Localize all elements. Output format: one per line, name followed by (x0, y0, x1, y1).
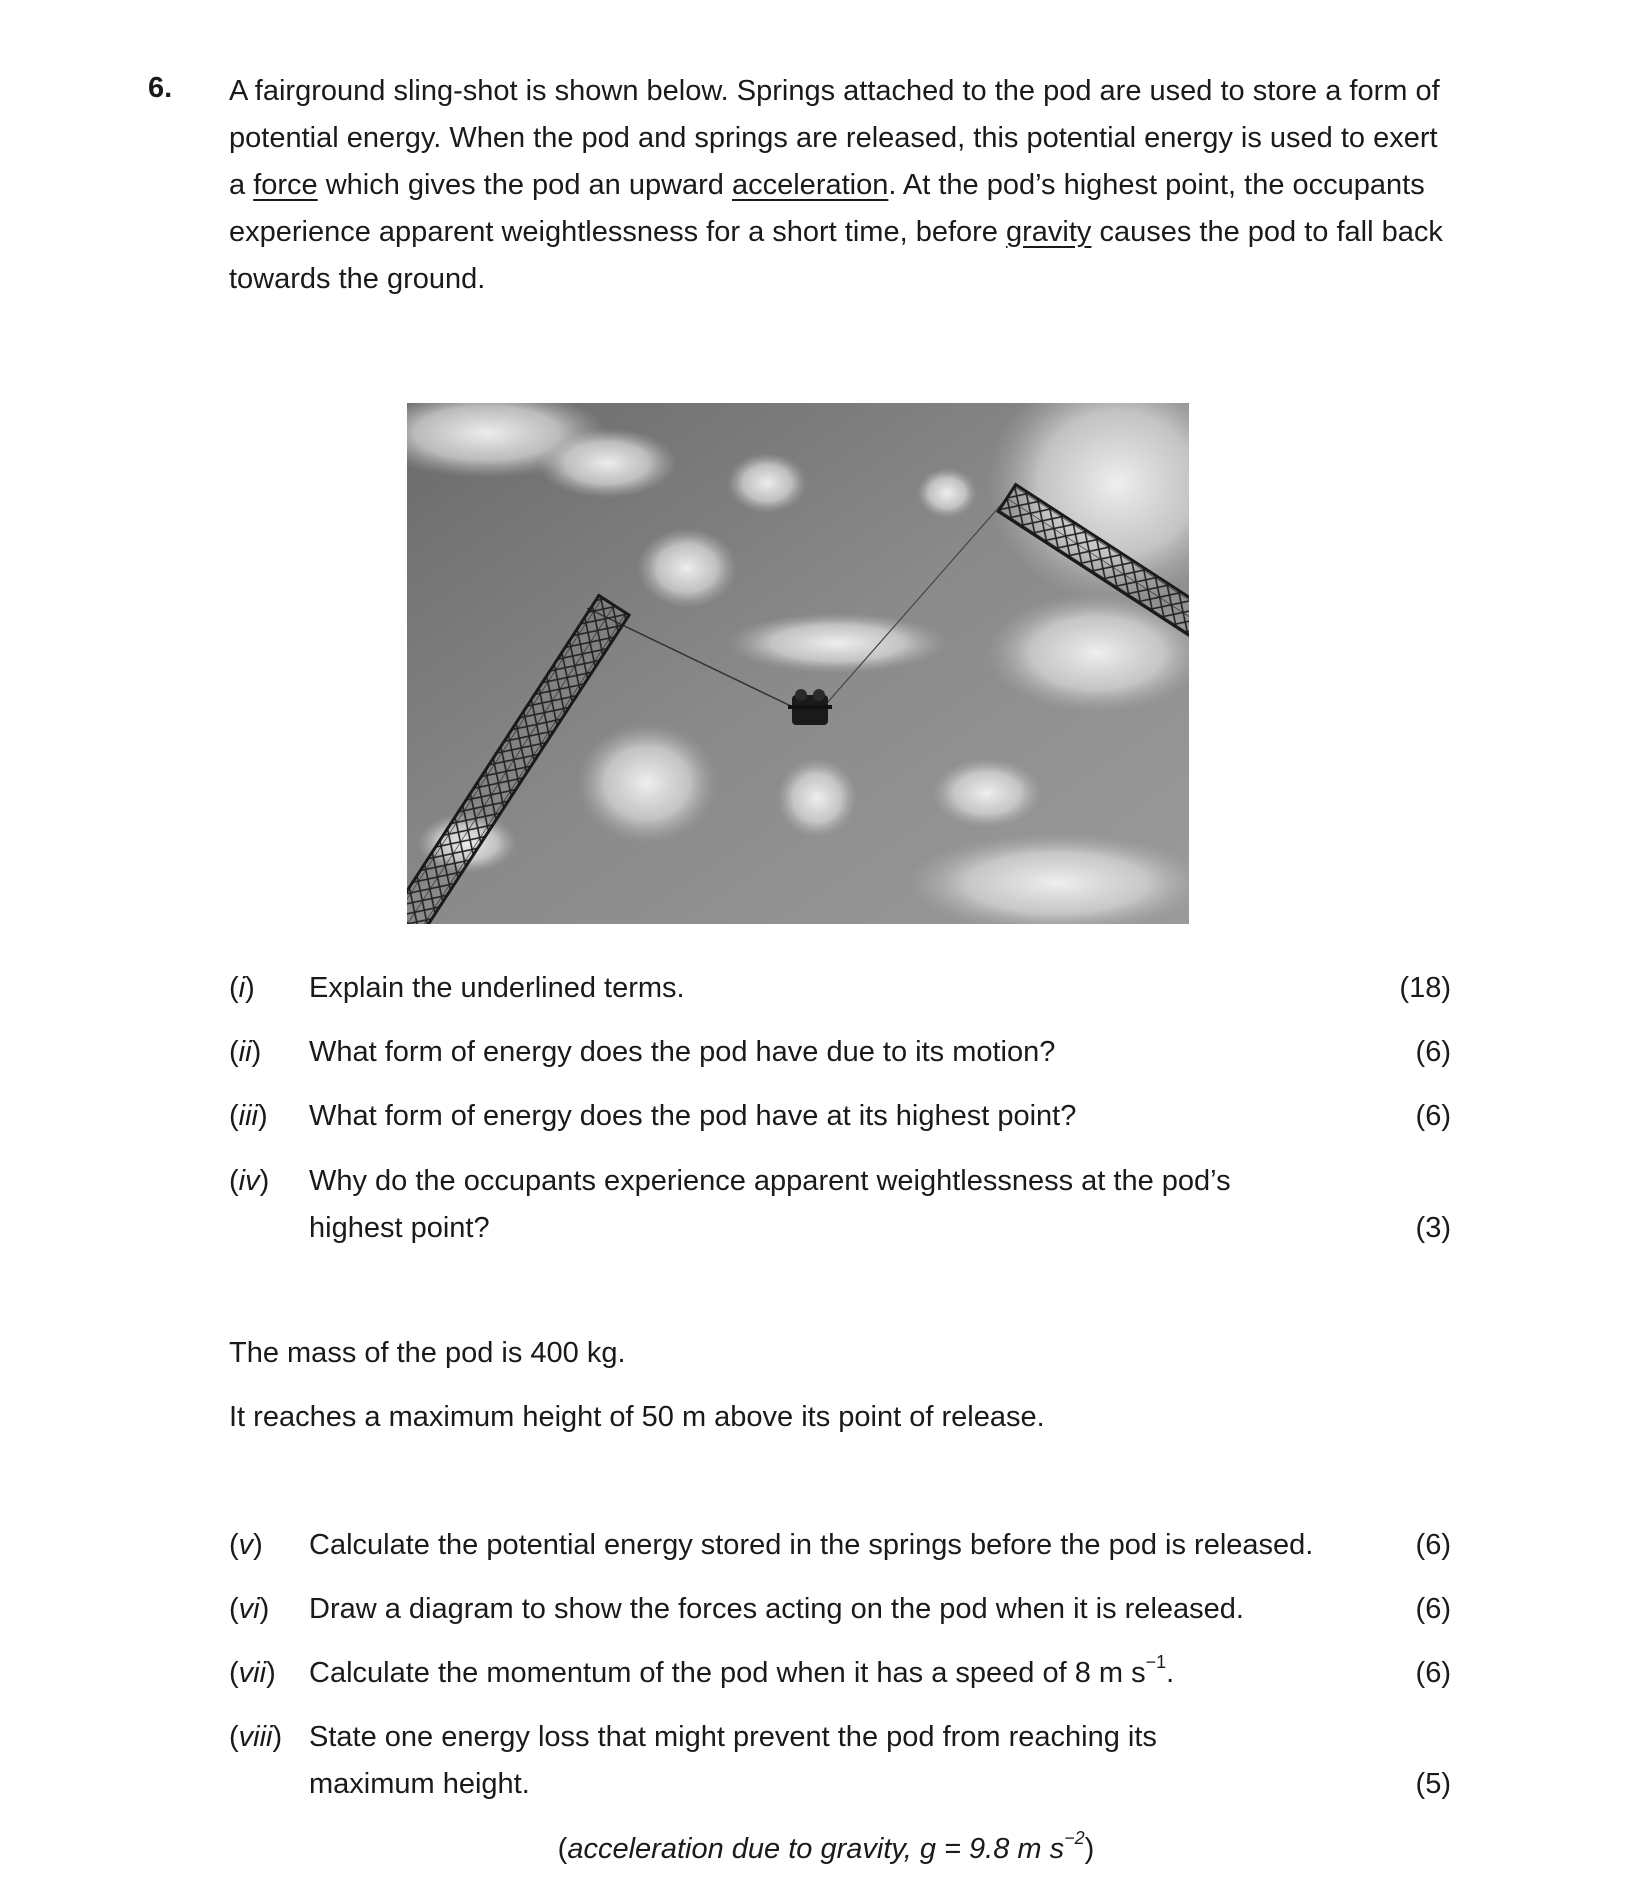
part-text: State one energy loss that might prevent the pod from reaching its maximum height. (309, 1721, 1157, 1800)
underlined-term-acceleration: acceleration (731, 169, 889, 201)
part-label: (vii) (229, 1657, 276, 1689)
part-marks: (6) (1415, 1036, 1451, 1068)
intro-text-3: . At the pod’s highest point, the occupants experience apparent weightlessness for a short time, before (229, 169, 1425, 248)
part-marks: (6) (1415, 1593, 1451, 1625)
part-label: (iii) (229, 1100, 268, 1132)
part-text: What form of energy does the pod have due to its motion? (309, 1036, 1056, 1068)
part-marks: (6) (1415, 1529, 1451, 1561)
intro-text-1: A fairground sling-shot is shown below. Springs attached to the pod are used to store a form of potential energy. When the pod and springs are released, this potential energy is used to exert a (229, 75, 1440, 201)
part-marks: (18) (1399, 972, 1451, 1004)
intro-text-2: which gives the pod an upward (317, 169, 732, 201)
part-marks: (6) (1415, 1100, 1451, 1132)
question-intro (229, 68, 1459, 303)
part-text: What form of energy does the pod have at its highest point? (309, 1100, 1077, 1132)
part-text: Explain the underlined terms. (309, 972, 685, 1004)
question-number: 6. (148, 72, 173, 104)
underlined-term-gravity: gravity (1005, 216, 1092, 248)
gravity-note: (acceleration due to gravity, g = 9.8 m $s^{-2}$) (557, 1828, 1095, 1865)
info-mass: The mass of the pod is 400 kg. (229, 1337, 626, 1369)
part-label: (i) (229, 972, 255, 1004)
part-iv (229, 1158, 1451, 1254)
slingshot-photo (407, 403, 1189, 924)
part-label: (viii) (229, 1721, 283, 1753)
part-text: Why do the occupants experience apparent weightlessness at the pod’s highest point? (309, 1165, 1231, 1244)
part-label: (ii) (229, 1036, 262, 1068)
part-marks: (5) (1415, 1768, 1451, 1800)
part-marks: (6) (1415, 1657, 1451, 1689)
part-label: (iv) (229, 1165, 270, 1197)
underlined-term-force: force (253, 169, 318, 201)
info-height: It reaches a maximum height of 50 m above its point of release. (229, 1401, 1045, 1433)
part-viii (229, 1714, 1451, 1810)
part-label: (v) (229, 1529, 263, 1561)
part-label: (vi) (229, 1593, 270, 1625)
part-text: Calculate the potential energy stored in the springs before the pod is released. (309, 1529, 1314, 1561)
intro-text-4: causes the pod to fall back towards the ground. (229, 216, 1443, 295)
part-marks: (3) (1415, 1212, 1451, 1244)
part-text: Draw a diagram to show the forces acting on the pod when it is released. (309, 1593, 1244, 1625)
part-text: Calculate the momentum of the pod when it has a speed of 8 m $s^{-1}$. (309, 1652, 1175, 1689)
